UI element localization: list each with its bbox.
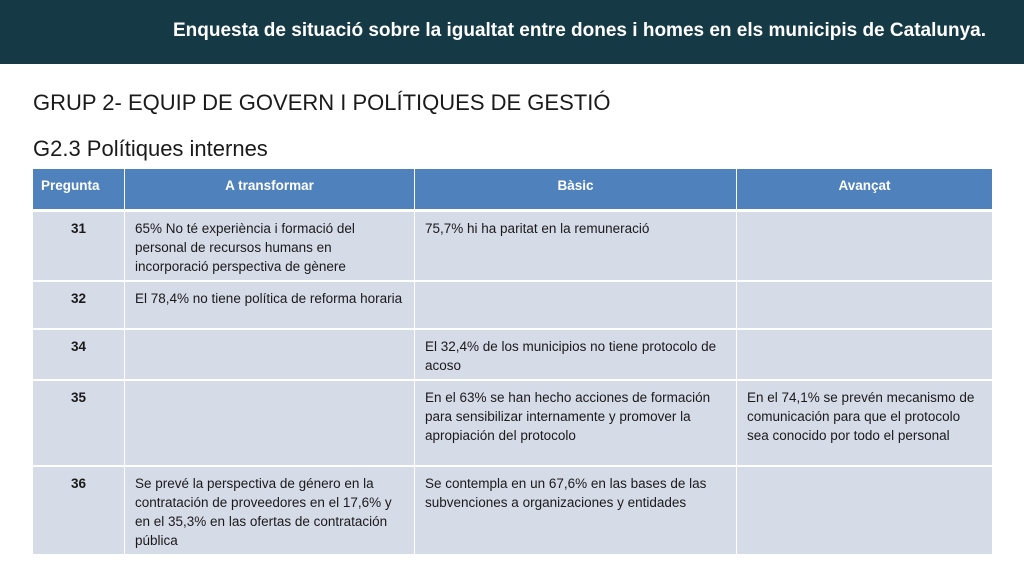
cell-a-transformar xyxy=(125,380,415,466)
cell-basic: Se contempla en un 67,6% en las bases de las subvenciones a organizaciones y entidades xyxy=(415,466,737,555)
column-header-a-transformar: A transformar xyxy=(125,169,415,211)
cell-a-transformar: Se prevé la perspectiva de género en la contratación de proveedores en el 17,6% y en el 35,3% en las ofertas de contratación pública xyxy=(125,466,415,555)
table-row xyxy=(33,466,993,555)
header-banner xyxy=(0,0,1024,64)
column-header-pregunta: Pregunta xyxy=(33,169,125,211)
question-number: 36 xyxy=(33,466,125,555)
table-row xyxy=(33,329,993,380)
cell-basic: En el 63% se han hecho acciones de formación para sensibilizar internamente y promover la apropiación del protocolo xyxy=(415,380,737,466)
table-header-row xyxy=(33,169,993,211)
table-row xyxy=(33,211,993,282)
cell-a-transformar: El 78,4% no tiene política de reforma horaria xyxy=(125,281,415,329)
cell-avancat xyxy=(737,329,993,380)
cell-avancat xyxy=(737,281,993,329)
question-number: 34 xyxy=(33,329,125,380)
question-number: 32 xyxy=(33,281,125,329)
cell-avancat xyxy=(737,211,993,282)
column-header-avancat: Avançat xyxy=(737,169,993,211)
cell-basic: El 32,4% de los municipios no tiene protocolo de acoso xyxy=(415,329,737,380)
section-heading: G2.3 Polítiques internes xyxy=(33,136,268,161)
question-number: 35 xyxy=(33,380,125,466)
cell-avancat: En el 74,1% se prevén mecanismo de comunicación para que el protocolo sea conocido por todo el personal xyxy=(737,380,993,466)
cell-avancat xyxy=(737,466,993,555)
table-row xyxy=(33,281,993,329)
group-heading: GRUP 2- EQUIP DE GOVERN I POLÍTIQUES DE GESTIÓ xyxy=(33,90,611,115)
cell-basic xyxy=(415,281,737,329)
question-number: 31 xyxy=(33,211,125,282)
table-row xyxy=(33,380,993,466)
cell-a-transformar: 65% No té experiència i formació del personal de recursos humans en incorporació perspectiva de gènere xyxy=(125,211,415,282)
cell-basic: 75,7% hi ha paritat en la remuneració xyxy=(415,211,737,282)
banner-title: Enquesta de situació sobre la igualtat entre dones i homes en els municipis de Catalunya. xyxy=(173,20,986,41)
column-header-basic: Bàsic xyxy=(415,169,737,211)
cell-a-transformar xyxy=(125,329,415,380)
policies-table xyxy=(32,168,993,556)
